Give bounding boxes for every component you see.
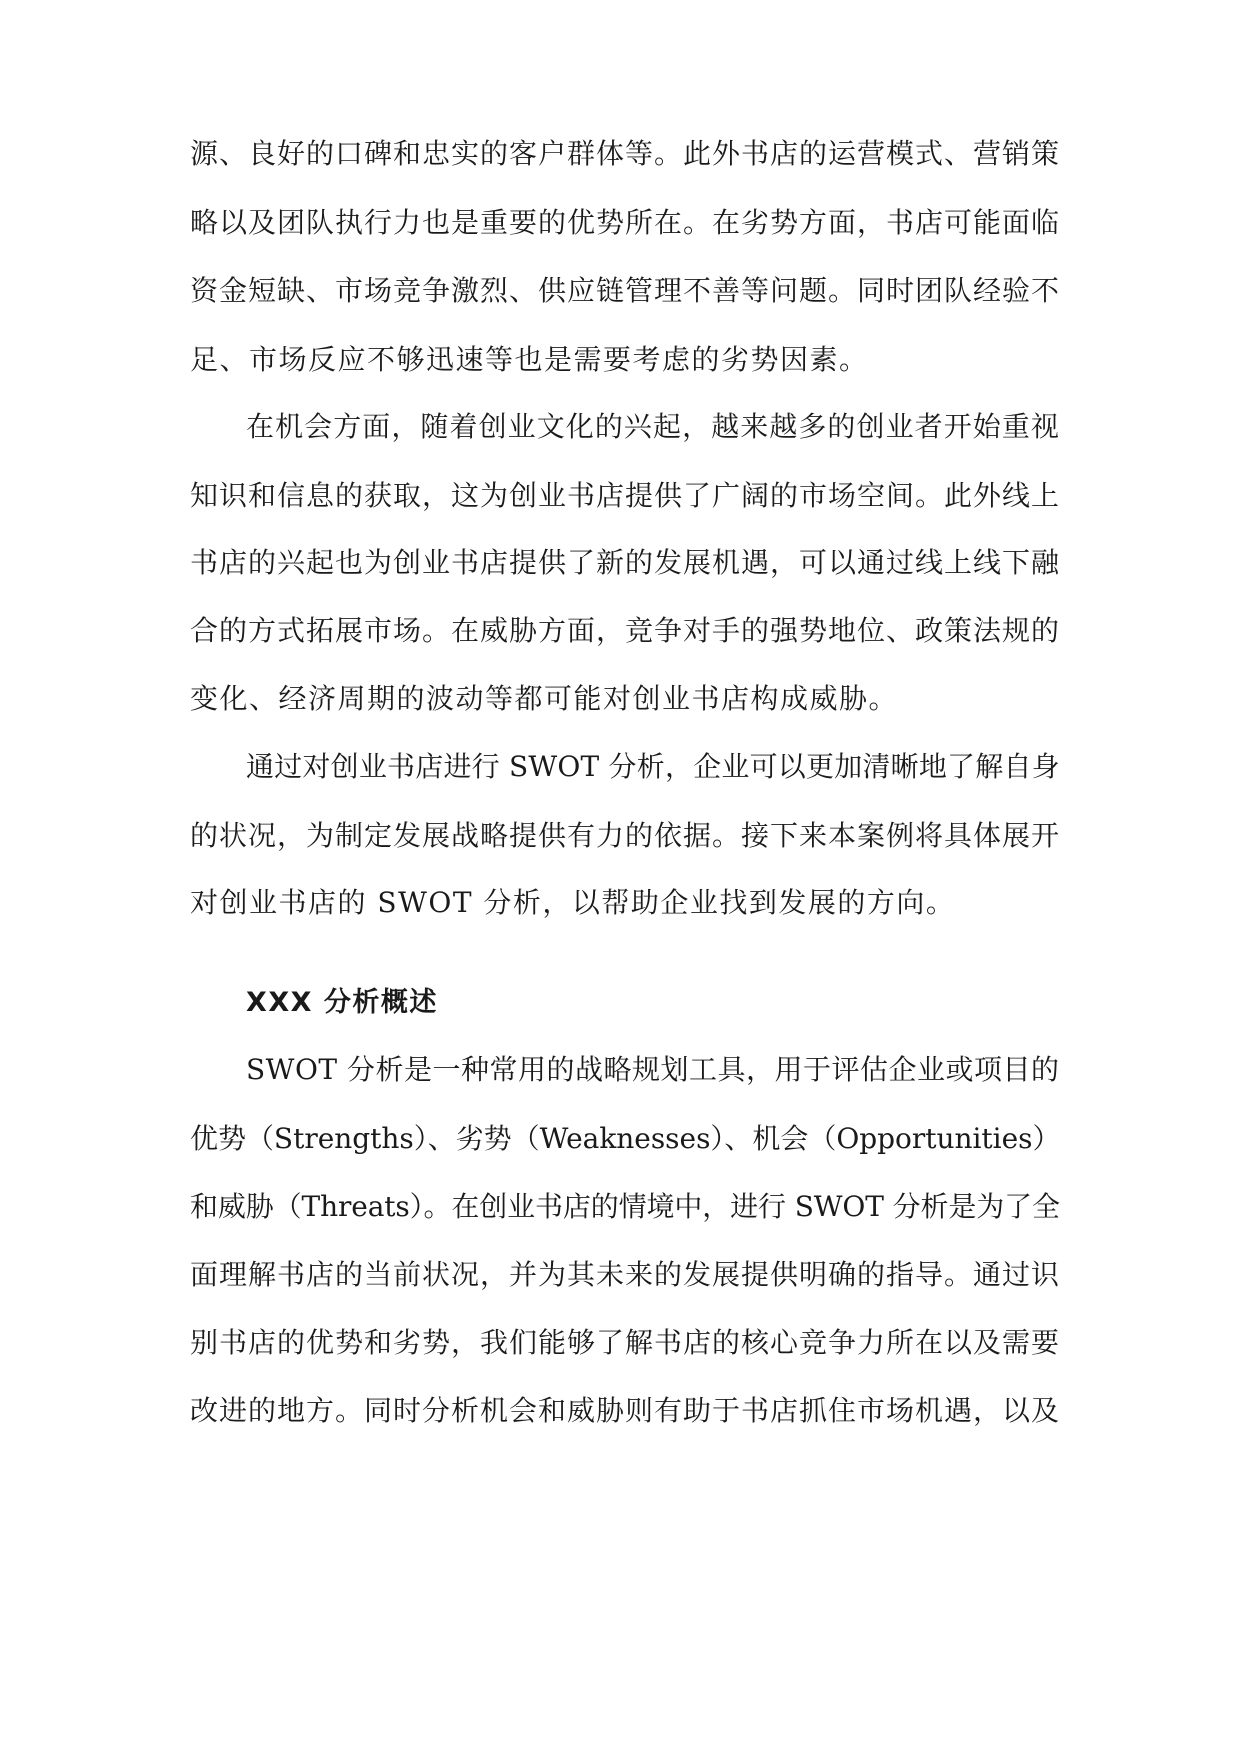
paragraph-line: 在机会方面，随着创业文化的兴起，越来越多的创业者开始重视	[246, 410, 1061, 443]
paragraph-line: 知识和信息的获取，这为创业书店提供了广阔的市场空间。此外线上	[190, 479, 1061, 512]
section-heading: XXX 分析概述	[246, 987, 438, 1018]
paragraph-line: 源、良好的口碑和忠实的客户群体等。此外书店的运营模式、营销策	[190, 137, 1061, 170]
paragraph-line: 足、市场反应不够迅速等也是需要考虑的劣势因素。	[190, 343, 869, 376]
paragraph-line: 的状况，为制定发展战略提供有力的依据。接下来本案例将具体展开	[190, 819, 1061, 852]
paragraph-line: 略以及团队执行力也是重要的优势所在。在劣势方面，书店可能面临	[190, 206, 1061, 239]
paragraph-line: 通过对创业书店进行 SWOT 分析，企业可以更加清晰地了解自身	[246, 750, 1060, 783]
paragraph-line: 别书店的优势和劣势，我们能够了解书店的核心竞争力所在以及需要	[190, 1326, 1061, 1359]
paragraph-line: 资金短缺、市场竞争激烈、供应链管理不善等问题。同时团队经验不	[190, 274, 1061, 307]
paragraph-line: 书店的兴起也为创业书店提供了新的发展机遇，可以通过线上线下融	[190, 546, 1061, 579]
paragraph-line: 和威胁（Threats）。在创业书店的情境中，进行 SWOT 分析是为了全	[190, 1190, 1060, 1223]
paragraph-line: 面理解书店的当前状况，并为其未来的发展提供明确的指导。通过识	[190, 1258, 1061, 1291]
paragraph-line: 变化、经济周期的波动等都可能对创业书店构成威胁。	[190, 682, 899, 715]
paragraph-line: 优势（Strengths）、劣势（Weaknesses）、机会（Opportunities）	[190, 1122, 1061, 1155]
paragraph-line: 合的方式拓展市场。在威胁方面，竞争对手的强势地位、政策法规的	[190, 614, 1061, 647]
paragraph-line: SWOT 分析是一种常用的战略规划工具，用于评估企业或项目的	[246, 1053, 1060, 1086]
paragraph-line: 对创业书店的 SWOT 分析，以帮助企业找到发展的方向。	[190, 886, 956, 919]
paragraph-line: 改进的地方。同时分析机会和威胁则有助于书店抓住市场机遇，以及	[190, 1394, 1061, 1427]
